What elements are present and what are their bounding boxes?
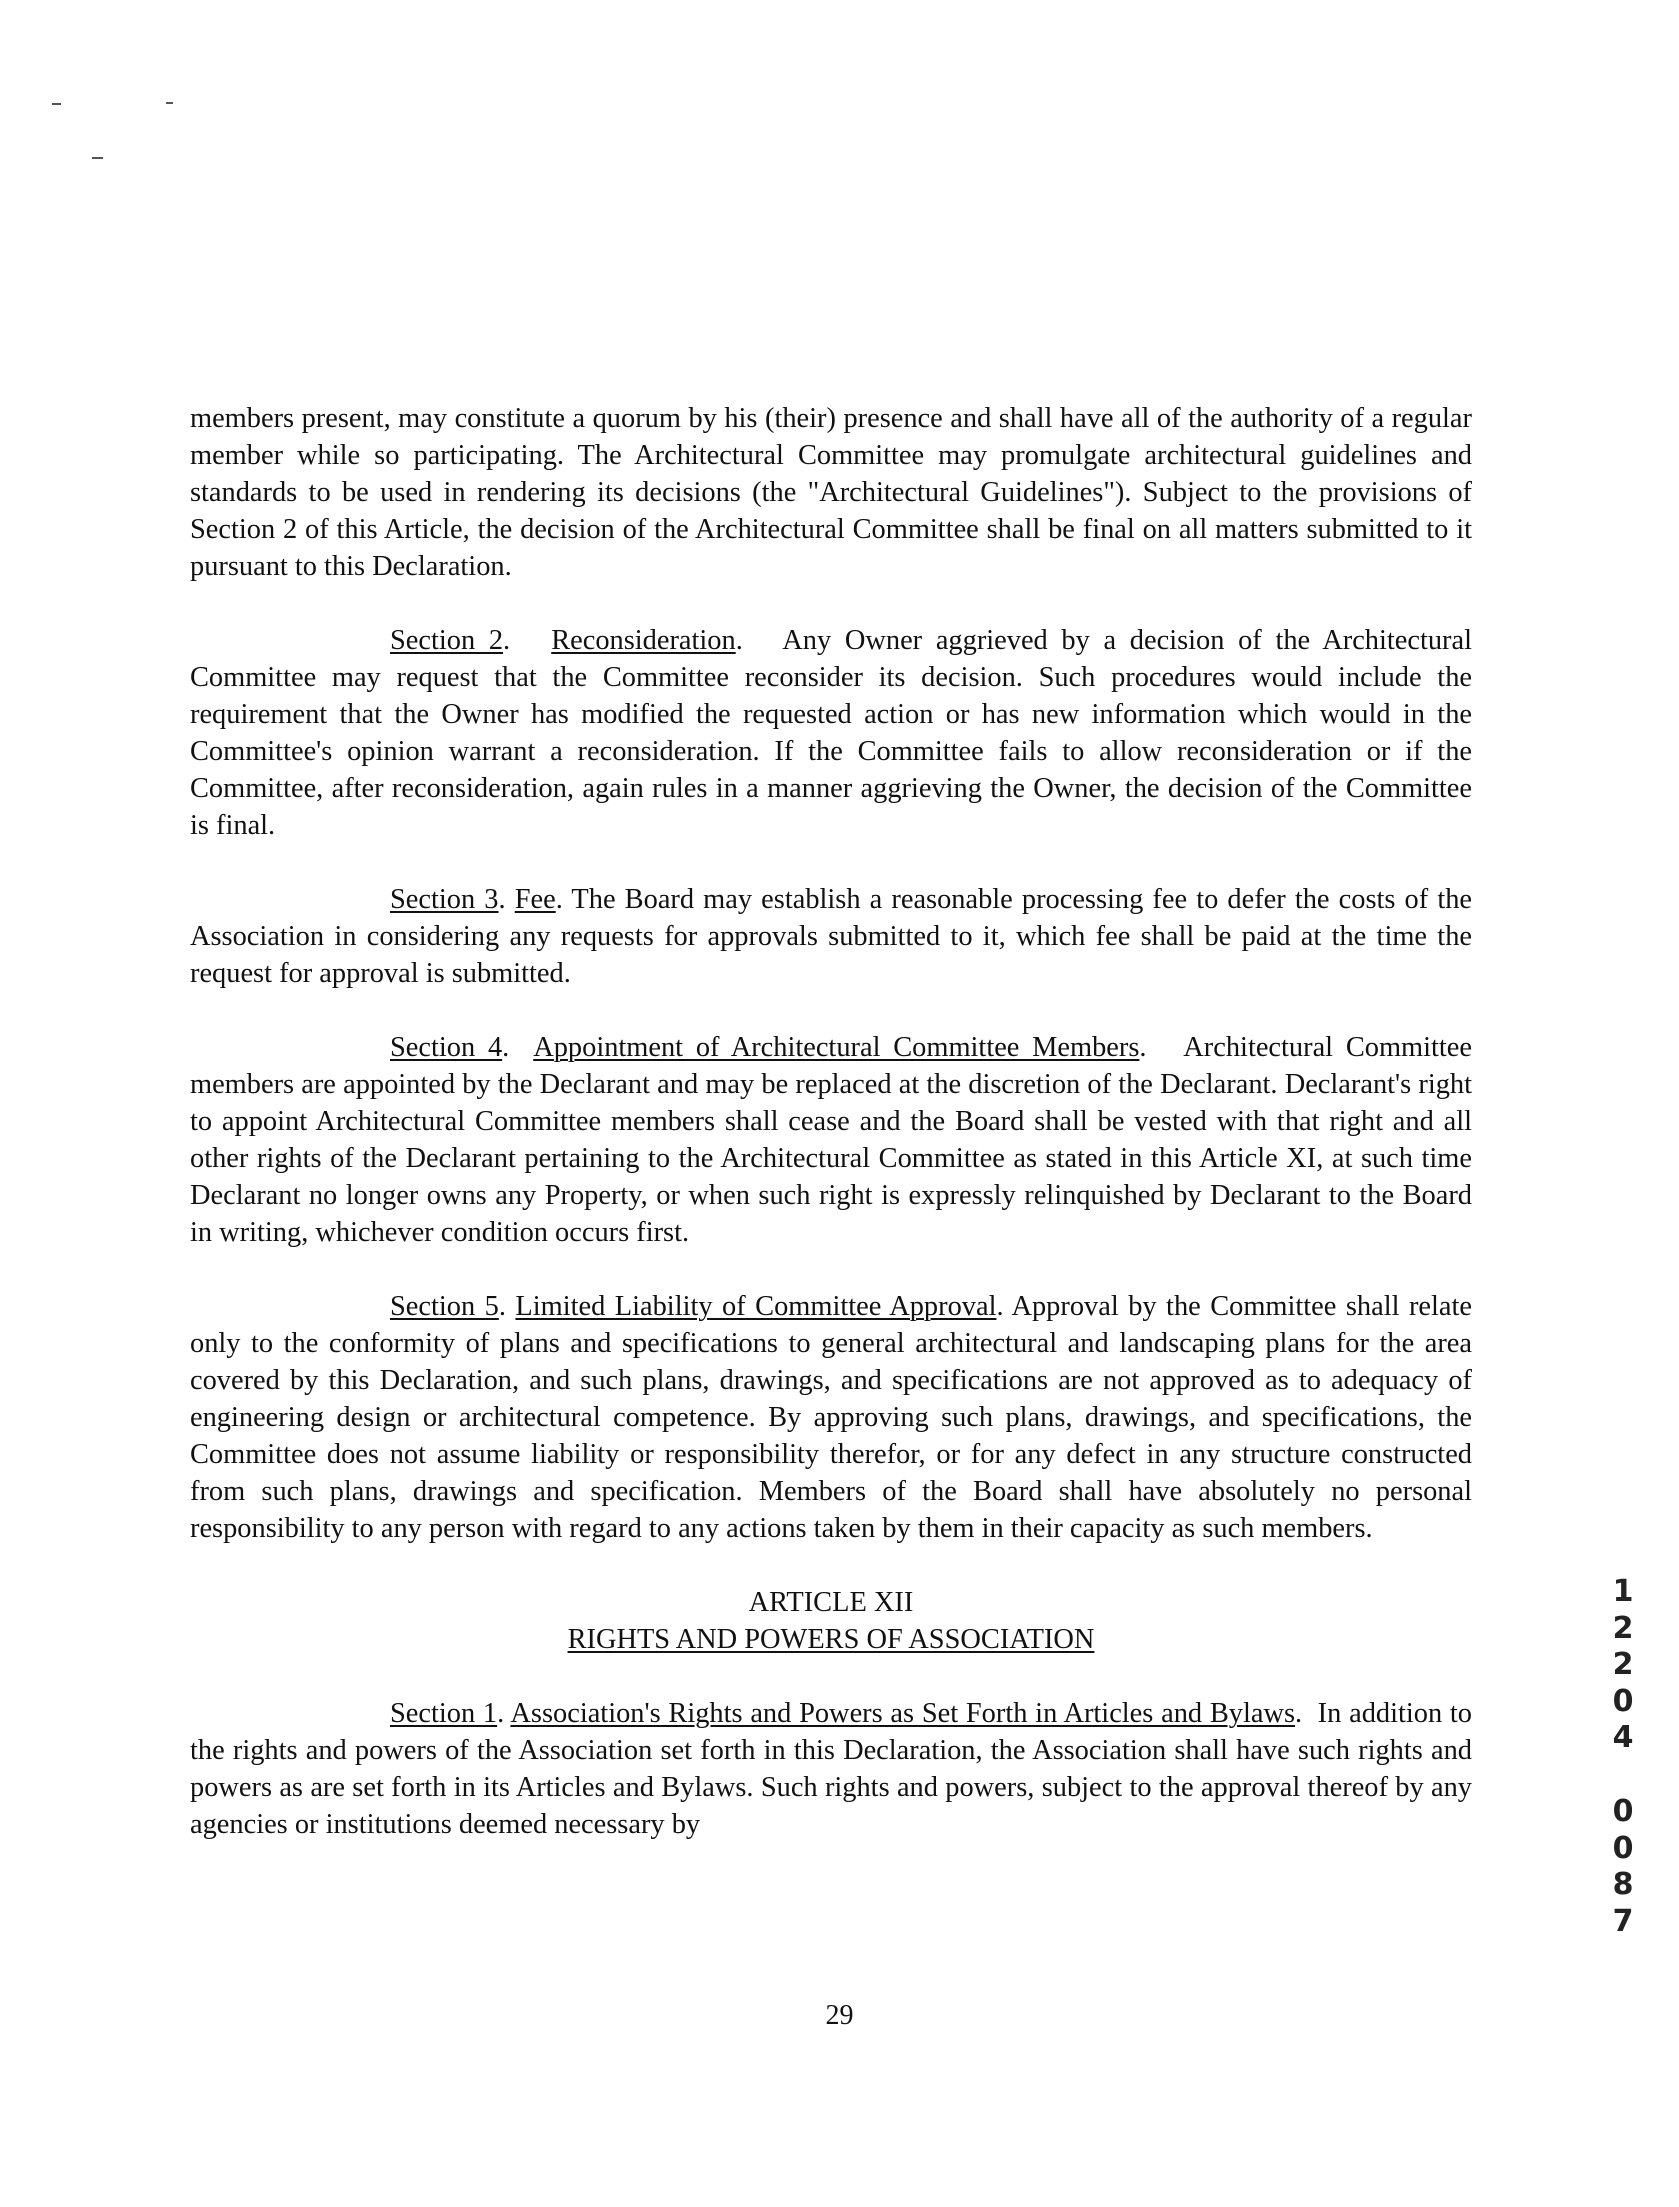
scan-speck (92, 157, 103, 159)
article-title: RIGHTS AND POWERS OF ASSOCIATION (567, 1624, 1095, 1655)
stamp-digit: 0 (1612, 1683, 1634, 1719)
stamp-digit: 2 (1612, 1610, 1634, 1646)
stamp-digit: 7 (1612, 1903, 1634, 1939)
page-number: 29 (825, 2000, 854, 2031)
section-4-number: Section 4 (390, 1032, 503, 1063)
section-5-body: Approval by the Committee shall relate only to the conformity of plans and specifications to general architectural and landscaping plans for the area covered by this Declaration, and such plans, drawings, and specifications are not approved as to adequacy of engineering design or architectural competence. By approving such plans, drawings, and specifications, the Committee does not assume liability or responsibility therefor, or for any defect in any structure constructed from such plans, drawings and specification. Members of the Board shall have absolutely no personal responsibility to any person with regard to any actions taken by them in their capacity as such members. (190, 1291, 1472, 1544)
document-body (190, 400, 1472, 1843)
scan-speck (52, 103, 61, 105)
section-2-title: Reconsideration (551, 625, 736, 656)
section-4-body: Architectural Committee members are appointed by the Declarant and may be replaced at the discretion of the Declarant. Declarant's right to appoint Architectural Committee members shall cease and the Board shall be vested with that right and all other rights of the Declarant pertaining to the Architectural Committee as stated in this Article XI, at such time Declarant no longer owns any Property, or when such right is expressly relinquished by Declarant to the Board in writing, whichever condition occurs first. (190, 1032, 1472, 1248)
section-5-paragraph: Section 5. Limited Liability of Committee Approval. Approval by the Committee shall relate only to the conformity of plans and specifications to general architectural and landscaping plans for the area covered by this Declaration, and such plans, drawings, and specifications are not approved as to adequacy of engineering design or architectural competence. By approving such plans, drawings, and specifications, the Committee does not assume liability or responsibility therefor, or for any defect in any structure constructed from such plans, drawings and specification. Members of the Board shall have absolutely no personal responsibility to any person with regard to any actions taken by them in their capacity as such members. (190, 1291, 1472, 1544)
section-2-number: Section 2 (390, 625, 504, 656)
section-3-paragraph: Section 3. Fee. The Board may establish a reasonable processing fee to defer the costs of the Association in considering any requests for approvals submitted to it, which fee shall be paid at the time the request for approval is submitted. (190, 884, 1473, 989)
section-2-body: Any Owner aggrieved by a decision of the Architectural Committee may request that the Committee reconsider its decision. Such procedures would include the requirement that the Owner has modified the requested action or has new information which would in the Committee's opinion warrant a reconsideration. If the Committee fails to allow reconsideration or if the Committee, after reconsideration, again rules in a manner aggrieving the Owner, the decision of the Committee is final. (190, 625, 1473, 841)
section-5-number: Section 5 (390, 1291, 499, 1322)
stamp-digit: 1 (1612, 1574, 1634, 1609)
article-heading: ARTICLE XII (748, 1587, 914, 1618)
intro-paragraph: members present, may constitute a quorum by his (their) presence and shall have all of the authority of a regular member while so participating. The Architectural Committee may promulgate architectural guidelines and standards to be used in rendering its decisions (the "Architectural Guidelines"). Subject to the provisions of Section 2 of this Article, the decision of the Architectural Committee shall be final on all matters submitted to it pursuant to this Declaration. (190, 403, 1472, 582)
article-section-1-paragraph: Section 1. Association's Rights and Powers as Set Forth in Articles and Bylaws. In addition to the rights and powers of the Association set forth in this Declaration, the Association shall have such rights and powers as are set forth in its Articles and Bylaws. Such rights and powers, subject to the approval thereof by any agencies or institutions deemed necessary by (190, 1698, 1472, 1840)
stamp-digit: 0 (1612, 1830, 1634, 1866)
scan-speck (166, 102, 173, 104)
section-5-title: Limited Liability of Committee Approval (515, 1291, 997, 1322)
article-section-1-body: In addition to the rights and powers of the Association set forth in this Declaration, the Association shall have such rights and powers as are set forth in its Articles and Bylaws. Such rights and powers, subject to the approval thereof by any agencies or institutions deemed necessary by (190, 1698, 1472, 1840)
stamp-digit: 0 (1612, 1793, 1634, 1829)
article-section-1-number: Section 1 (390, 1698, 498, 1729)
section-4-title: Appointment of Architectural Committee Members (533, 1032, 1140, 1063)
section-3-number: Section 3 (390, 884, 499, 915)
stamp-digit: 2 (1612, 1647, 1634, 1683)
section-2-paragraph: Section 2. Reconsideration. Any Owner aggrieved by a decision of the Architectural Committee may request that the Committee reconsider its decision. Such procedures would include the requirement that the Owner has modified the requested action or has new information which would in the Committee's opinion warrant a reconsideration. If the Committee fails to allow reconsideration or if the Committee, after reconsideration, again rules in a manner aggrieving the Owner, the decision of the Committee is final. (190, 625, 1473, 841)
stamp-digit: 8 (1612, 1867, 1634, 1903)
article-section-1-title: Association's Rights and Powers as Set Forth in Articles and Bylaws (510, 1698, 1296, 1729)
margin-document-stamp (1608, 1574, 1638, 1940)
stamp-digit: 4 (1612, 1720, 1634, 1756)
section-3-title: Fee (514, 884, 556, 915)
section-4-paragraph: Section 4. Appointment of Architectural Committee Members. Architectural Committee members are appointed by the Declarant and may be replaced at the discretion of the Declarant. Declarant's right to appoint Architectural Committee members shall cease and the Board shall be vested with that right and all other rights of the Declarant pertaining to the Architectural Committee as stated in this Article XI, at such time Declarant no longer owns any Property, or when such right is expressly relinquished by Declarant to the Board in writing, whichever condition occurs first. (190, 1032, 1472, 1248)
section-3-body: The Board may establish a reasonable processing fee to defer the costs of the Association in considering any requests for approvals submitted to it, which fee shall be paid at the time the request for approval is submitted. (190, 884, 1473, 989)
